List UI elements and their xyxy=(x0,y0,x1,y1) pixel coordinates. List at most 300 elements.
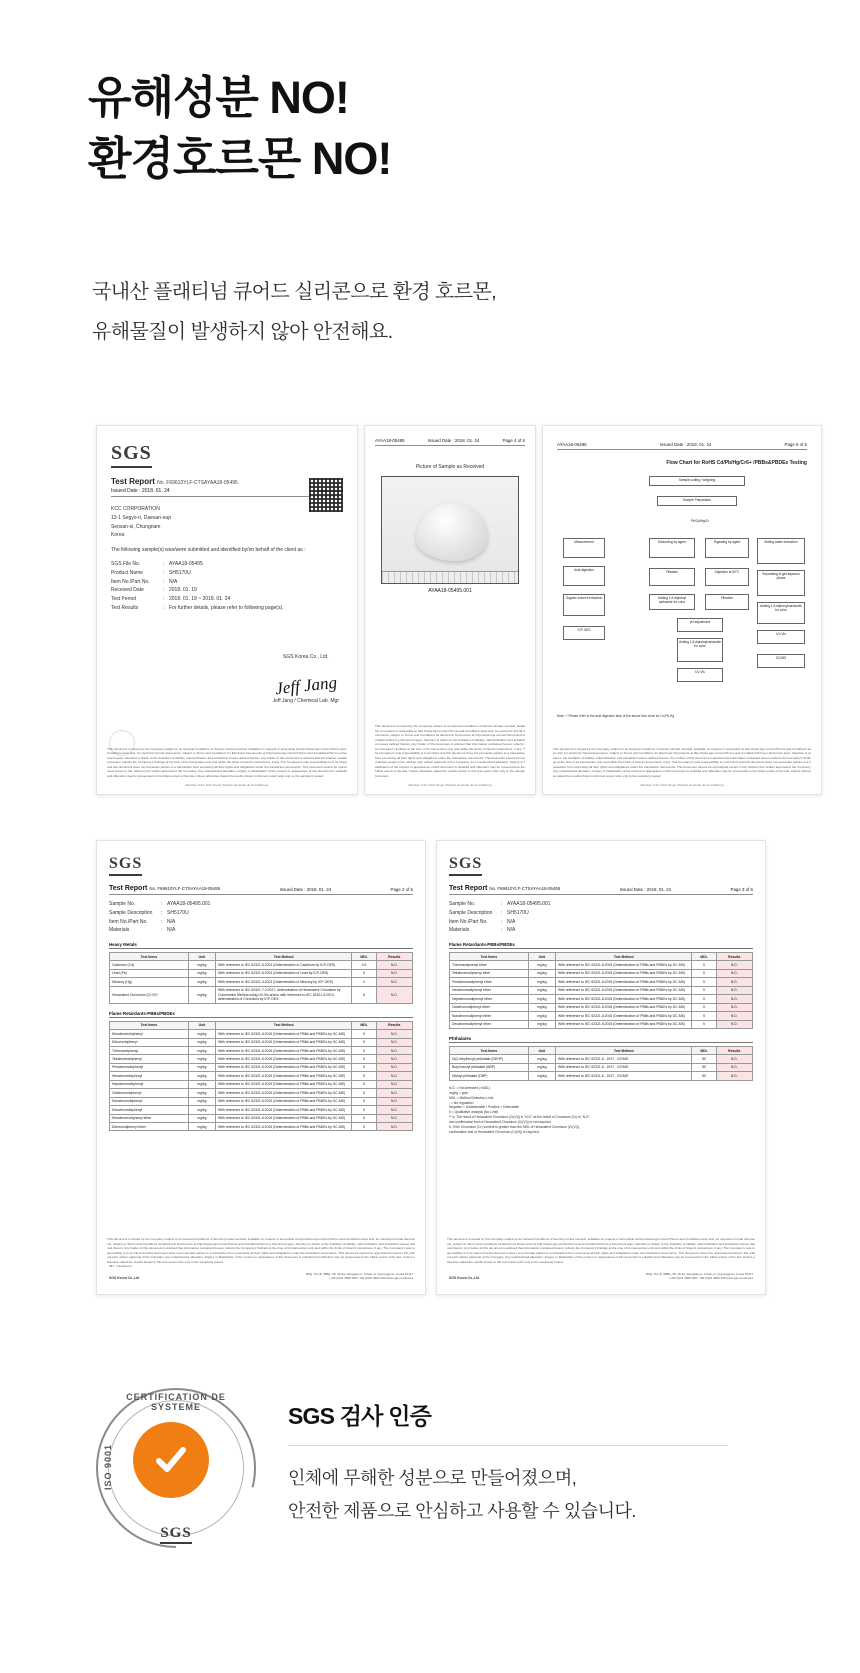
cell-unit: mg/kg xyxy=(188,1047,215,1055)
certificate-page-3[interactable]: SGS Test Report No. F69610YLF-CTSAYAA18-05495 Issued Date : 2018. 01. 24 Page 3 of 6 Sample No. : AYAA18-05495.001 Sample Description : SH5170U Item No./Part No. : N/A Materials : N/A Flame Retardants-PBBs/PBDEs Test Items Unit Test Method MDL Results Tribromodiphenyl ether mg/kg With reference to IEC 62321-6:2015 (Determination of PBBs and PBDEs by GC-MS) 5 N.D. Tetrabromodiphenyl ether mg/kg With reference to IEC 62321-6:2015 (Determination of PBBs and PBDEs by GC-MS) 5 N.D. Pentabromodiphenyl ether mg/kg With reference to IEC 62321-6:2015 (Determination of PBBs and PBDEs by GC-MS) 5 N.D. Hexabromodiphenyl ether mg/kg With reference to IEC 62321-6:2015 (Determination of PBBs and PBDEs by GC-MS) 5 N.D. Heptabromodiphenyl ether mg/kg With reference to IEC 62321-6:2015 (Determination of PBBs and PBDEs by GC-MS) 5 N.D. Octabromodiphenyl ether mg/kg With reference to IEC 62321-6:2015 (Determination of PBBs and PBDEs by GC-MS) 5 N.D. Nonabromodiphenyl ether mg/kg With reference to IEC 62321-6:2015 (Determination of PBBs and PBDEs by GC-MS) 5 N.D. Decabromodiphenyl ether mg/kg With reference to IEC 62321-6:2015 (Determination of PBBs and PBDEs by GC-MS) 5 N.D. Phthalates Test Items Unit Test Method MDL Results Di(2-ethylhexyl) phthalate (DEHP) mg/kg With reference to IEC 62321-8 , 2017 , GC/MS 50 N.D. Butyl benzyl phthalate (BBP) mg/kg With reference to IEC 62321-8 , 2017 , GC/MS 50 N.D. Dibutyl phthalate (DBP) mg/kg With reference to IEC 62321-8 , 2017 , GC/MS 50 N.D. N.D. = Not detected (<MDL) mg/kg = ppm MDL = Method Detection Limit - = No regulation Negative = Undetectable / Positive = Detectable # = Qualitative analysis (No Limit) ** a. The result of Hexavalent Chromium (Cr(VI)) is "N.D" as the result of Chromium (Cr) is "N.D", and confirmation test of Hexavalent Chromium (Cr(VI)) is not required. b. If the Chromium (Cr) content is greater than the MDL of Hexavalent Chromium (Cr(VI)), confirmation test of Hexavalent Chromium (Cr(VI)) is required. This document is issued by the Company subject to its General Conditions of Service printed overleaf, available on request or accessible at http://www.sgs.com/en/Terms-and-Conditions.aspx and, for electronic format documents, subject to Terms and Conditions for Electronic Documents at http://www.sgs.com/en/Terms-and-Conditions/Terms-e-Document.aspx. Attention is drawn to the limitation of liability, indemnification and jurisdiction issues defined therein. Any holder of this document is advised that information contained hereon reflects the Company's findings at the time of its intervention only and within the limits of Client's instructions, if any. The Company's sole responsibility is to its Client and this document does not exonerate parties to a transaction from exercising all their rights and obligations under the transaction documents. This document cannot be reproduced except in full, without prior written approval of the Company. Any unauthorized alteration, forgery or falsification of the content or appearance of this document is unlawful and offenders may be prosecuted to the fullest extent of the law. Unless otherwise stated the results shown in this test report refer only to the sample(s) tested. Bldg. The B, #8Ba, 7B, 25-4a, Sangdae-ro, Ansan-si, Gyeonggi-do, Korea 15117 t +82 (0)31 4660 000 f +82 (0)31 4660 100 www.sgs.com/korea SGS Korea Co.,Ltd xyxy=(436,840,766,1295)
footer-address: Bldg. The B, #8Ba, 7B, 25-4a, Sangdae-ro, Ansan-si, Gyeonggi-do, Korea 15117 xyxy=(306,1271,413,1276)
table-row xyxy=(450,1003,753,1011)
flow-node: Adding 1,5-diphenyl carbazide for color xyxy=(649,594,695,610)
cell-unit: mg/kg xyxy=(528,961,555,969)
flow-node: Digestion at 90°C xyxy=(705,568,749,586)
cell-unit: mg/kg xyxy=(528,1063,555,1071)
cell-mdl: 5 xyxy=(352,1047,376,1055)
cell-method: With reference to IEC 62321-6:2015 (Determination of PBBs and PBDEs by GC-MS) xyxy=(216,1097,352,1105)
section-heading-heavy-metals: Heavy Metals xyxy=(109,942,413,949)
certification-copy xyxy=(288,1462,758,1529)
certificate-page-2[interactable]: SGS Test Report No. F69610YLF-CTSAYAA18-05495 Issued Date : 2018. 01. 24 Page 2 of 6 Sample No. : AYAA18-05495.001 Sample Description : SH5170U Item No./Part No. : N/A Materials : N/A Heavy Metals Test Items Unit Test Method MDL Results Cadmium (Cd) mg/kg With reference to IEC 62321-5:2013 (Determination of Cadmium by ICP-OES) 0.5 N.D. Lead (Pb) mg/kg With reference to IEC 62321-5:2013 (Determination of Lead by ICP-OES) 5 N.D. Mercury (Hg) mg/kg With reference to IEC 62321-4:2013 (Determination of Mercury by ICP-OES) 2 N.D. Hexavalent Chromium (Cr VI)* mg/kg With reference to IEC 62321-7-2:2017, determination of Hexavalent Chromium by Colorimetric Method using UV-Vis and/or with reference to IEC 62321-5:2013, determination of Chromium by ICP-OES. 8 N.D. Flame Retardants-PBBs/PBDEs Test Items Unit Test Method MDL Results Monobromobiphenyl mg/kg With reference to IEC 62321-6:2015 (Determination of PBBs and PBDEs by GC-MS) 5 N.D. Dibromobiphenyl mg/kg With reference to IEC 62321-6:2015 (Determination of PBBs and PBDEs by GC-MS) 5 N.D. Tribromobiphenyl mg/kg With reference to IEC 62321-6:2015 (Determination of PBBs and PBDEs by GC-MS) 5 N.D. Tetrabromobiphenyl mg/kg With reference to IEC 62321-6:2015 (Determination of PBBs and PBDEs by GC-MS) 5 N.D. Pentabromobiphenyl mg/kg With reference to IEC 62321-6:2015 (Determination of PBBs and PBDEs by GC-MS) 5 N.D. Hexabromobiphenyl mg/kg With reference to IEC 62321-6:2015 (Determination of PBBs and PBDEs by GC-MS) 5 N.D. Heptabromobiphenyl mg/kg With reference to IEC 62321-6:2015 (Determination of PBBs and PBDEs by GC-MS) 5 N.D. Octabromobiphenyl mg/kg With reference to IEC 62321-6:2015 (Determination of PBBs and PBDEs by GC-MS) 5 N.D. Nonabromobiphenyl mg/kg With reference to IEC 62321-6:2015 (Determination of PBBs and PBDEs by GC-MS) 5 N.D. Decabromobiphenyl mg/kg With reference to IEC 62321-6:2015 (Determination of PBBs and PBDEs by GC-MS) 5 N.D. Monobromodiphenyl ether mg/kg With reference to IEC 62321-6:2015 (Determination of PBBs and PBDEs by GC-MS) 5 N.D. Dibromodiphenyl ether mg/kg With reference to IEC 62321-6:2015 (Determination of PBBs and PBDEs by GC-MS) 5 N.D. 987 - transparent This document is issued by the Company subject to its General Conditions of Service printed overleaf, available on request or accessible at http://www.sgs.com/en/Terms-and-Conditions.aspx and, for electronic format documents, subject to Terms and Conditions for Electronic Documents at http://www.sgs.com/en/Terms-and-Conditions/Terms-e-Document.aspx. Attention is drawn to the limitation of liability, indemnification and jurisdiction issues defined therein. Any holder of this document is advised that information contained hereon reflects the Company's findings at the time of its intervention only and within the limits of Client's instructions, if any. The Company's sole responsibility is to its Client and this document does not exonerate parties to a transaction from exercising all their rights and obligations under the transaction documents. This document cannot be reproduced except in full, without prior written approval of the Company. Any unauthorized alteration, forgery or falsification of the content or appearance of this document is unlawful and offenders may be prosecuted to the fullest extent of the law. Unless otherwise stated the results shown in this test report refer only to the sample(s) tested. Bldg. The B, #8Ba, 7B, 25-4a, Sangdae-ro, Ansan-si, Gyeonggi-do, Korea 15117 t +82 (0)31 4660 000 f +82 (0)31 4660 100 www.sgs.com/korea SGS Korea Co.,Ltd xyxy=(96,840,426,1295)
cell-result: N.D. xyxy=(716,1063,752,1071)
cell-unit: mg/kg xyxy=(188,1114,215,1122)
note-line: mg/kg = ppm xyxy=(449,1090,469,1095)
cell-result: N.D. xyxy=(716,1012,752,1020)
legal-fineprint: This document is issued by the Company subject to its General Conditions of Service printed overleaf, available on request or accessible at http://www.sgs.com/en/Terms-and-Conditions.aspx and, for electronic format documents, subject to Terms and Conditions for Electronic Documents at http://www.sgs.com/en/Terms-and-Conditions/Terms-e-Document.aspx. Attention is drawn to the limitation of liability, indemnification and jurisdiction issues defined therein. Any holder of this document is advised that information contained hereon reflects the Company's findings at the time of its intervention only and within the limits of Client's instructions, if any. The Company's sole responsibility is to its Client and this document does not exonerate parties to a transaction from exercising all their rights and obligations under the transaction documents. This document cannot be reproduced except in full, without prior written approval of the Company. Any unauthorized alteration, forgery or falsification of the content or appearance of this document is unlawful and offenders may be prosecuted to the fullest extent of the law. Unless otherwise stated the results shown in this test report refer only to the sample(s) tested. xyxy=(553,746,811,778)
cell-method: With reference to IEC 62321-8 , 2017 , GC/MS xyxy=(556,1055,692,1063)
table-row xyxy=(110,1072,413,1080)
cell-method: With reference to IEC 62321-6:2015 (Determination of PBBs and PBDEs by GC-MS) xyxy=(216,1063,352,1071)
flow-node: Boiling water extraction xyxy=(757,538,805,564)
footer-company: SGS Korea Co.,Ltd xyxy=(109,1276,140,1280)
client-name: KCC CORPORATION xyxy=(111,506,160,512)
sgs-logo: SGS xyxy=(449,855,483,872)
table-row xyxy=(110,1106,413,1114)
table-row xyxy=(450,1072,753,1080)
flow-node: GC/MS xyxy=(757,654,805,668)
cell-result: N.D. xyxy=(376,1089,412,1097)
flow-node: Separating to get aqueous phase xyxy=(757,570,805,596)
table-row xyxy=(110,978,413,986)
cell-test-item: Octabromodiphenyl ether xyxy=(450,1003,529,1011)
certification-summary xyxy=(96,1380,768,1580)
column-header: Unit xyxy=(528,953,555,961)
cell-unit: mg/kg xyxy=(528,978,555,986)
subheading xyxy=(92,272,496,352)
section-heading-flame-retardants: Flame Retardants-PBBs/PBDEs xyxy=(449,942,753,949)
cell-method: With reference to IEC 62321-6:2015 (Determination of PBBs and PBDEs by GC-MS) xyxy=(556,986,692,994)
flow-node: Dissolving by agent xyxy=(649,538,695,558)
field-key: Item No./Part No. xyxy=(449,918,488,925)
cell-result: N.D. xyxy=(376,1122,412,1130)
field-value: N/A xyxy=(169,578,178,585)
field-value: N/A xyxy=(507,927,516,934)
signature-mark: Jeff Jang xyxy=(274,672,338,699)
issued-date: Issued Date : 2018. 01. 24 xyxy=(659,442,712,447)
cell-mdl: 5 xyxy=(352,1114,376,1122)
cell-mdl: 5 xyxy=(352,1080,376,1088)
cell-test-item: Dibutyl phthalate (DBP) xyxy=(450,1072,529,1080)
cell-unit: mg/kg xyxy=(188,1030,215,1038)
flame-retardants-table-cont xyxy=(449,952,753,1029)
cell-method: With reference to IEC 62321-8 , 2017 , GC/MS xyxy=(556,1072,692,1080)
legal-fineprint: This document is issued by the Company subject to its General Conditions of Service printed overleaf, available on request or accessible at http://www.sgs.com/en/Terms-and-Conditions.aspx and, for electronic format documents, subject to Terms and Conditions for Electronic Documents at http://www.sgs.com/en/Terms-and-Conditions/Terms-e-Document.aspx. Attention is drawn to the limitation of liability, indemnification and jurisdiction issues defined therein. Any holder of this document is advised that information contained hereon reflects the Company's findings at the time of its intervention only and within the limits of Client's instructions, if any. The Company's sole responsibility is to its Client and this document does not exonerate parties to a transaction from exercising all their rights and obligations under the transaction documents. This document cannot be reproduced except in full, without prior written approval of the Company. Any unauthorized alteration, forgery or falsification of the content or appearance of this document is unlawful and offenders may be prosecuted to the fullest extent of the law. Unless otherwise stated the results shown in this test report refer only to the sample(s) tested. xyxy=(447,1237,755,1264)
cell-mdl: 5 xyxy=(352,1122,376,1130)
cell-method: With reference to IEC 62321-6:2015 (Determination of PBBs and PBDEs by GC-MS) xyxy=(556,978,692,986)
footer-company: SGS Korea Co.,Ltd xyxy=(449,1276,480,1280)
table-notes xyxy=(449,1086,753,1135)
column-header: Results xyxy=(716,1046,752,1054)
cell-mdl: 8 xyxy=(352,986,376,1003)
cell-method: With reference to IEC 62321-6:2015 (Determination of PBBs and PBDEs by GC-MS) xyxy=(216,1038,352,1046)
table-header-row xyxy=(450,953,753,961)
table-header-row xyxy=(450,1046,753,1054)
cell-method: With reference to IEC 62321-6:2015 (Determination of PBBs and PBDEs by GC-MS) xyxy=(216,1047,352,1055)
field-value: N/A xyxy=(507,918,516,925)
table-row xyxy=(450,1055,753,1063)
cell-unit: mg/kg xyxy=(188,1038,215,1046)
cell-unit: mg/kg xyxy=(528,1072,555,1080)
field-value: N/A xyxy=(167,927,176,934)
badge-sgs-logo xyxy=(96,1525,256,1542)
cell-result: N.D. xyxy=(716,995,752,1003)
field-value: SH5170U xyxy=(167,909,189,916)
flow-node: Sample cutting / weighing xyxy=(649,476,745,486)
cell-test-item: Nonabromobiphenyl xyxy=(110,1097,189,1105)
report-number: No. F69610YLF-CTSAYAA18-05495 xyxy=(149,886,221,891)
field-key: SGS File No. xyxy=(111,561,141,567)
flow-node: ICP-OES xyxy=(563,626,605,640)
note-line: b. If the Chromium (Cr) content is greater than the MDL of Hexavalent Chromium (Cr(VI)), xyxy=(449,1125,580,1130)
file-number: AYAA18-05495 xyxy=(557,442,587,447)
table-row xyxy=(450,978,753,986)
cell-unit: mg/kg xyxy=(188,969,215,977)
subheading-line-2: 유해물질이 발생하지 않아 안전해요. xyxy=(92,321,393,343)
table-header-row xyxy=(110,953,413,961)
cell-unit: mg/kg xyxy=(188,1063,215,1071)
cell-method: With reference to IEC 62321-6:2015 (Determination of PBBs and PBDEs by GC-MS) xyxy=(556,995,692,1003)
cell-result: N.D. xyxy=(376,1055,412,1063)
issued-label: Issued Date xyxy=(427,438,452,443)
table-row xyxy=(110,1114,413,1122)
page-number: Page 4 of 6 xyxy=(502,438,525,443)
cell-result: N.D. xyxy=(716,969,752,977)
note-line: ** a. The result of Hexavalent Chromium (Cr(VI)) is "N.D" as the result of Chromium (Cr) is "N.D", xyxy=(449,1115,591,1120)
headline-line-1: 유해성분 NO! xyxy=(88,72,349,123)
table-row xyxy=(110,1089,413,1097)
table-row xyxy=(450,1063,753,1071)
cell-method: With reference to IEC 62321-6:2015 (Determination of PBBs and PBDEs by GC-MS) xyxy=(556,1020,692,1028)
report-title-text: Test Report xyxy=(111,477,155,486)
cell-test-item: Pentabromodiphenyl ether xyxy=(450,978,529,986)
flowchart-title: Flow Chart for RoHS Cd/Pb/Hg/Cr6+ /PBBs&PBDEs Testing xyxy=(666,460,807,466)
photo-caption: Picture of Sample as Received xyxy=(415,464,485,470)
certification-copy-line-1: 인체에 무해한 성분으로 만들어졌으며, xyxy=(288,1468,577,1488)
certification-text-block xyxy=(288,1398,758,1529)
certificate-gallery-row-1 xyxy=(96,425,822,795)
cell-method: With reference to IEC 62321-4:2013 (Determination of Mercury by ICP-OES) xyxy=(216,978,352,986)
cell-result: N.D. xyxy=(716,1003,752,1011)
field-key: Product Name xyxy=(111,569,143,576)
issued-label: Issued Date xyxy=(279,887,304,892)
cell-unit: mg/kg xyxy=(188,986,215,1003)
table-row xyxy=(110,1122,413,1130)
sample-field-list: SGS File No. : AYAA18-05495 Product Name : SH5170U Item No./Part No. : N/A Received Date : 2018. 01. 19 Test Period : 2018. 01. 19 ~ 2018. 01. 24 Test Results : For further details, please refer to following page(s). xyxy=(111,561,284,611)
field-key: Sample No. xyxy=(109,901,136,907)
cell-result: N.D. xyxy=(716,1055,752,1063)
cell-mdl: 5 xyxy=(692,1012,716,1020)
cell-result: N.D. xyxy=(376,986,412,1003)
certification-copy-line-2: 안전한 제품으로 안심하고 사용할 수 있습니다. xyxy=(288,1501,636,1522)
cell-unit: mg/kg xyxy=(188,1080,215,1088)
certificate-page-1[interactable] xyxy=(96,425,358,795)
intro-paragraph: The following sample(s) was/were submitted and identified by/on behalf of the client as : xyxy=(111,547,306,553)
table-row xyxy=(110,1063,413,1071)
note-line: N.D. = Not detected (<MDL) xyxy=(449,1085,491,1090)
cell-unit: mg/kg xyxy=(188,1072,215,1080)
certificate-page-4-sample-photo[interactable] xyxy=(364,425,536,795)
issued-label: Issued Date xyxy=(659,442,684,447)
cell-test-item: Dibromobiphenyl xyxy=(110,1038,189,1046)
report-title-text xyxy=(109,885,220,892)
legal-footer: Member of the SGS Group (Société Générale de Surveillance) xyxy=(408,783,492,787)
cell-test-item: Lead (Pb) xyxy=(110,969,189,977)
footer-contact: t +82 (0)31 4660 000 f +82 (0)31 4660 100 www.sgs.com/korea xyxy=(668,1275,753,1280)
section-heading-flame-retardants: Flame Retardants-PBBs/PBDEs xyxy=(109,1011,413,1018)
cell-result: N.D. xyxy=(716,961,752,969)
iso-9001-badge xyxy=(96,1388,256,1548)
cell-result: N.D. xyxy=(376,1072,412,1080)
column-header: MDL xyxy=(692,1046,716,1054)
cell-method: With reference to IEC 62321-7-2:2017, determination of Hexavalent Chromium by Colorimetric Method using UV-Vis and/or with reference to IEC 62321-5:2013, determination of Chromium by ICP-OES. xyxy=(216,986,352,1003)
field-key: Test Period xyxy=(111,596,137,602)
issued-value: 2018. 01. 24 xyxy=(454,438,480,443)
cell-mdl: 5 xyxy=(692,969,716,977)
legal-fineprint: This document is issued by the Company subject to its General Conditions of Service printed overleaf, available on request or accessible at http://www.sgs.com/en/Terms-and-Conditions.aspx and, for electronic format documents, subject to Terms and Conditions for Electronic Documents at http://www.sgs.com/en/Terms-and-Conditions/Terms-e-Document.aspx. Attention is drawn to the limitation of liability, indemnification and jurisdiction issues defined therein. Any holder of this document is advised that information contained hereon reflects the Company's findings at the time of its intervention only and within the limits of Client's instructions, if any. The Company's sole responsibility is to its Client and this document does not exonerate parties to a transaction from exercising all their rights and obligations under the transaction documents. This document cannot be reproduced except in full, without prior written approval of the Company. Any unauthorized alteration, forgery or falsification of the content or appearance of this document is unlawful and offenders may be prosecuted to the fullest extent of the law. Unless otherwise stated the results shown in this test report refer only to the sample(s) tested. xyxy=(107,1237,415,1264)
cell-mdl: 50 xyxy=(692,1072,716,1080)
cell-method: With reference to IEC 62321-5:2013 (Determination of Lead by ICP-OES) xyxy=(216,969,352,977)
note-line: and confirmation test of Hexavalent Chromium (Cr(VI)) is not required. xyxy=(449,1120,552,1125)
column-header: Test Items xyxy=(450,953,529,961)
field-key: Materials xyxy=(109,927,130,934)
cell-test-item: Heptabromobiphenyl xyxy=(110,1080,189,1088)
cell-test-item: Hexabromobiphenyl xyxy=(110,1072,189,1080)
cell-test-item: Octabromobiphenyl xyxy=(110,1089,189,1097)
cell-test-item: Decabromodiphenyl ether xyxy=(450,1020,529,1028)
field-value: N/A xyxy=(167,918,176,925)
cell-test-item: Decabromobiphenyl xyxy=(110,1106,189,1114)
cell-mdl: 5 xyxy=(352,969,376,977)
flow-node: UV-Vis xyxy=(757,630,805,644)
cell-result: N.D. xyxy=(376,1047,412,1055)
cell-result: N.D. xyxy=(716,1072,752,1080)
page-number: Page 5 of 6 xyxy=(784,442,807,447)
field-key: Materials xyxy=(449,927,470,934)
column-header: Results xyxy=(716,953,752,961)
report-number: No. F69610YLF-CTSAYAA18-05495 xyxy=(157,480,238,486)
issued-date: Issued Date : 2018. 01. 24 xyxy=(111,488,170,494)
flow-node: pH adjustment xyxy=(677,618,723,632)
table-row xyxy=(110,1080,413,1088)
field-key: Test Results xyxy=(111,604,139,611)
cell-mdl: 5 xyxy=(692,986,716,994)
cell-unit: mg/kg xyxy=(188,1106,215,1114)
issued-date: Issued Date : 2018. 01. 24 xyxy=(427,438,480,443)
cell-unit: mg/kg xyxy=(528,1012,555,1020)
badge-arc-text: CERTIFICATION DE SYSTEME xyxy=(126,1392,226,1412)
certificate-page-5-flowchart[interactable] xyxy=(542,425,822,795)
cell-result: N.D. xyxy=(716,978,752,986)
field-key: Sample Description xyxy=(109,909,153,916)
section-heading-phthalates: Phthalates xyxy=(449,1036,753,1043)
sample-id-label: AYAA18-05495.001 xyxy=(428,588,472,594)
cell-mdl: 5 xyxy=(692,1020,716,1028)
cell-mdl: 5 xyxy=(692,961,716,969)
cell-test-item: Monobromobiphenyl xyxy=(110,1030,189,1038)
cell-mdl: 5 xyxy=(352,1030,376,1038)
issued-value: 2018. 01. 24 xyxy=(306,887,332,892)
cell-method: With reference to IEC 62321-5:2013 (Determination of Cadmium by ICP-OES) xyxy=(216,961,352,969)
flow-node: Acid digestion xyxy=(563,566,605,586)
certification-title: SGS 검사 인증 xyxy=(288,1403,432,1429)
field-key: Sample No. xyxy=(449,901,476,907)
doc-footer-contact xyxy=(306,1272,413,1280)
column-header: MDL xyxy=(692,953,716,961)
legal-fineprint: This document is issued by the Company subject to its General Conditions of Service printed overleaf, available on request or accessible at http://www.sgs.com/en/Terms-and-Conditions.aspx and, for electronic format documents, subject to Terms and Conditions for Electronic Documents at http://www.sgs.com/en/Terms-and-Conditions/Terms-e-Document.aspx. Attention is drawn to the limitation of liability, indemnification and jurisdiction issues defined therein. Any holder of this document is advised that information contained hereon reflects the Company's findings at the time of its intervention only and within the limits of Client's instructions, if any. The Company's sole responsibility is to its Client and this document does not exonerate parties to a transaction from exercising all their rights and obligations under the transaction documents. This document cannot be reproduced except in full, without prior written approval of the Company. Any unauthorized alteration, forgery or falsification of the content or appearance of this document is unlawful and offenders may be prosecuted to the fullest extent of the law. Unless otherwise stated the results shown in this test report refer only to the sample(s) tested. xyxy=(375,724,525,778)
column-header: Results xyxy=(376,953,412,961)
cell-mdl: 5 xyxy=(352,1089,376,1097)
field-key: Sample Description xyxy=(449,909,493,916)
client-address-3: Korea xyxy=(111,532,125,539)
cell-method: With reference to IEC 62321-6:2015 (Determination of PBBs and PBDEs by GC-MS) xyxy=(216,1106,352,1114)
cell-mdl: 5 xyxy=(692,978,716,986)
cell-test-item: Nonabromodiphenyl ether xyxy=(450,1012,529,1020)
table-row xyxy=(110,961,413,969)
table-row xyxy=(450,969,753,977)
cell-test-item: Cadmium (Cd) xyxy=(110,961,189,969)
cell-mdl: 5 xyxy=(352,1055,376,1063)
cell-mdl: 5 xyxy=(352,1106,376,1114)
cell-result: N.D. xyxy=(376,1097,412,1105)
column-header: Test Method xyxy=(216,953,352,961)
cell-method: With reference to IEC 62321-8 , 2017 , GC/MS xyxy=(556,1063,692,1071)
cell-test-item: Heptabromodiphenyl ether xyxy=(450,995,529,1003)
ruler-graphic xyxy=(382,571,518,583)
cell-test-item: Pentabromobiphenyl xyxy=(110,1063,189,1071)
cell-method: With reference to IEC 62321-6:2015 (Determination of PBBs and PBDEs by GC-MS) xyxy=(556,1003,692,1011)
cell-test-item: Mercury (Hg) xyxy=(110,978,189,986)
table-row xyxy=(450,1012,753,1020)
cell-result: N.D. xyxy=(376,1030,412,1038)
subheading-line-1: 국내산 플래티넘 큐어드 실리콘으로 환경 호르몬, xyxy=(92,281,497,303)
cell-method: With reference to IEC 62321-6:2015 (Determination of PBBs and PBDEs by GC-MS) xyxy=(216,1080,352,1088)
field-value: AYAA18-05495.001 xyxy=(167,901,211,907)
field-value: AYAA18-05495 xyxy=(169,561,203,567)
table-row xyxy=(110,1097,413,1105)
table-row xyxy=(450,986,753,994)
badge-iso-text: ISO 9001 xyxy=(103,1443,113,1491)
issued-label: Issued Date xyxy=(619,887,644,892)
column-header: MDL xyxy=(352,1021,376,1029)
column-header: Unit xyxy=(188,1021,215,1029)
cell-unit: mg/kg xyxy=(528,969,555,977)
cell-unit: mg/kg xyxy=(528,1055,555,1063)
field-key: Item No./Part No. xyxy=(109,918,148,925)
cell-mdl: 50 xyxy=(692,1063,716,1071)
file-number: AYAA18-05495 xyxy=(375,438,405,443)
cell-unit: mg/kg xyxy=(188,961,215,969)
column-header: Unit xyxy=(188,953,215,961)
table-header-row xyxy=(110,1021,413,1029)
issued-label: Issued Date xyxy=(111,488,138,494)
doc-code: 987 - transparent xyxy=(109,1264,132,1268)
cell-result: N.D. xyxy=(376,961,412,969)
cell-method: With reference to IEC 62321-6:2015 (Determination of PBBs and PBDEs by GC-MS) xyxy=(216,1089,352,1097)
flow-node: UV-Vis xyxy=(677,668,723,682)
cell-test-item: Dibromodiphenyl ether xyxy=(110,1122,189,1130)
table-row xyxy=(110,1038,413,1046)
column-header: Test Items xyxy=(450,1046,529,1054)
issued-value: 2018. 01. 24 xyxy=(686,442,712,447)
flowchart xyxy=(557,474,807,718)
cell-unit: mg/kg xyxy=(528,1020,555,1028)
flame-retardants-table xyxy=(109,1021,413,1132)
cell-unit: mg/kg xyxy=(528,1003,555,1011)
cell-result: N.D. xyxy=(376,978,412,986)
table-row xyxy=(450,961,753,969)
field-value: SH5170U xyxy=(507,909,529,916)
table-row xyxy=(110,969,413,977)
note-line: MDL = Method Detection Limit xyxy=(449,1095,494,1100)
flow-node: Adding 1,5-diphenylcarbazide for color xyxy=(757,602,805,624)
cell-mdl: 5 xyxy=(352,1063,376,1071)
cell-test-item: Tetrabromobiphenyl xyxy=(110,1055,189,1063)
headline-line-2: 환경호르몬 NO! xyxy=(88,132,392,184)
cell-mdl: 0.5 xyxy=(352,961,376,969)
cell-mdl: 50 xyxy=(692,1055,716,1063)
cell-unit: mg/kg xyxy=(188,1097,215,1105)
cell-test-item: Tetrabromodiphenyl ether xyxy=(450,969,529,977)
issued-value: 2018. 01. 24 xyxy=(141,488,170,494)
cell-unit: mg/kg xyxy=(188,1122,215,1130)
column-header: Test Method xyxy=(216,1021,352,1029)
cell-test-item: Di(2-ethylhexyl) phthalate (DEHP) xyxy=(450,1055,529,1063)
field-value: For further details, please refer to following page(s). xyxy=(169,604,284,611)
cell-unit: mg/kg xyxy=(528,995,555,1003)
field-key: Item No./Part No. xyxy=(111,578,150,585)
qr-code-icon xyxy=(309,478,343,512)
signer-name: Jeff Jang / Chemical Lab. Mgr xyxy=(272,698,339,704)
cell-method: With reference to IEC 62321-6:2015 (Determination of PBBs and PBDEs by GC-MS) xyxy=(556,961,692,969)
cell-test-item: Hexabromodiphenyl ether xyxy=(450,986,529,994)
column-header: Test Method xyxy=(556,953,692,961)
report-title-text xyxy=(449,885,560,892)
legal-footer: Member of the SGS Group (Société Générale de Surveillance) xyxy=(640,783,724,787)
field-value: AYAA18-05495.001 xyxy=(507,901,551,907)
issued-date: Issued Date : 2018. 01. 24 xyxy=(279,887,332,892)
legal-footer: Member of the SGS Group (Société Générale de Surveillance) xyxy=(185,783,269,787)
flow-node: Sample Preparation xyxy=(657,496,737,506)
cell-method: With reference to IEC 62321-6:2015 (Determination of PBBs and PBDEs by GC-MS) xyxy=(216,1072,352,1080)
column-header: Results xyxy=(376,1021,412,1029)
cell-unit: mg/kg xyxy=(188,1055,215,1063)
sample-photo xyxy=(381,476,519,584)
report-title-label: Test Report xyxy=(449,885,488,892)
certificate-gallery-row-2 xyxy=(96,840,766,1295)
check-icon xyxy=(133,1422,209,1498)
footer-contact: t +82 (0)31 4660 000 f +82 (0)31 4660 100 www.sgs.com/korea xyxy=(328,1275,413,1280)
cell-test-item: Tribromodiphenyl ether xyxy=(450,961,529,969)
sample-object-shape xyxy=(416,503,488,561)
report-number: No. F69610YLF-CTSAYAA18-05495 xyxy=(489,886,561,891)
cell-result: N.D. xyxy=(376,969,412,977)
cell-test-item: Tribromobiphenyl xyxy=(110,1047,189,1055)
flow-node: Measurement xyxy=(563,538,605,558)
cell-result: N.D. xyxy=(376,1063,412,1071)
note-line: # = Qualitative analysis (No Limit) xyxy=(449,1110,499,1115)
cell-unit: mg/kg xyxy=(528,986,555,994)
flow-node: Pb/Cd/Hg/Cr xyxy=(677,518,723,526)
page-title xyxy=(88,68,391,190)
field-value: 2018. 01. 19 ~ 2018. 01. 24 xyxy=(169,596,231,602)
issued-date: Issued Date : 2018. 01. 24 xyxy=(619,887,672,892)
badge-sgs-text: SGS xyxy=(160,1525,192,1541)
cell-test-item: Monobromodiphenyl ether xyxy=(110,1114,189,1122)
table-row xyxy=(110,986,413,1003)
column-header: Test Items xyxy=(110,953,189,961)
flow-node: Filtration xyxy=(649,568,695,586)
cell-result: N.D. xyxy=(716,986,752,994)
cell-result: N.D. xyxy=(376,1080,412,1088)
field-value: SH5170U xyxy=(169,569,191,576)
heavy-metals-table xyxy=(109,952,413,1004)
note-line: confirmation test of Hexavalent Chromium (Cr(VI)) is required. xyxy=(449,1130,540,1135)
column-header: Test Method xyxy=(556,1046,692,1054)
cell-mdl: 5 xyxy=(692,1003,716,1011)
table-row xyxy=(110,1055,413,1063)
sgs-logo: SGS xyxy=(111,442,152,464)
report-title-label: Test Report xyxy=(109,885,148,892)
